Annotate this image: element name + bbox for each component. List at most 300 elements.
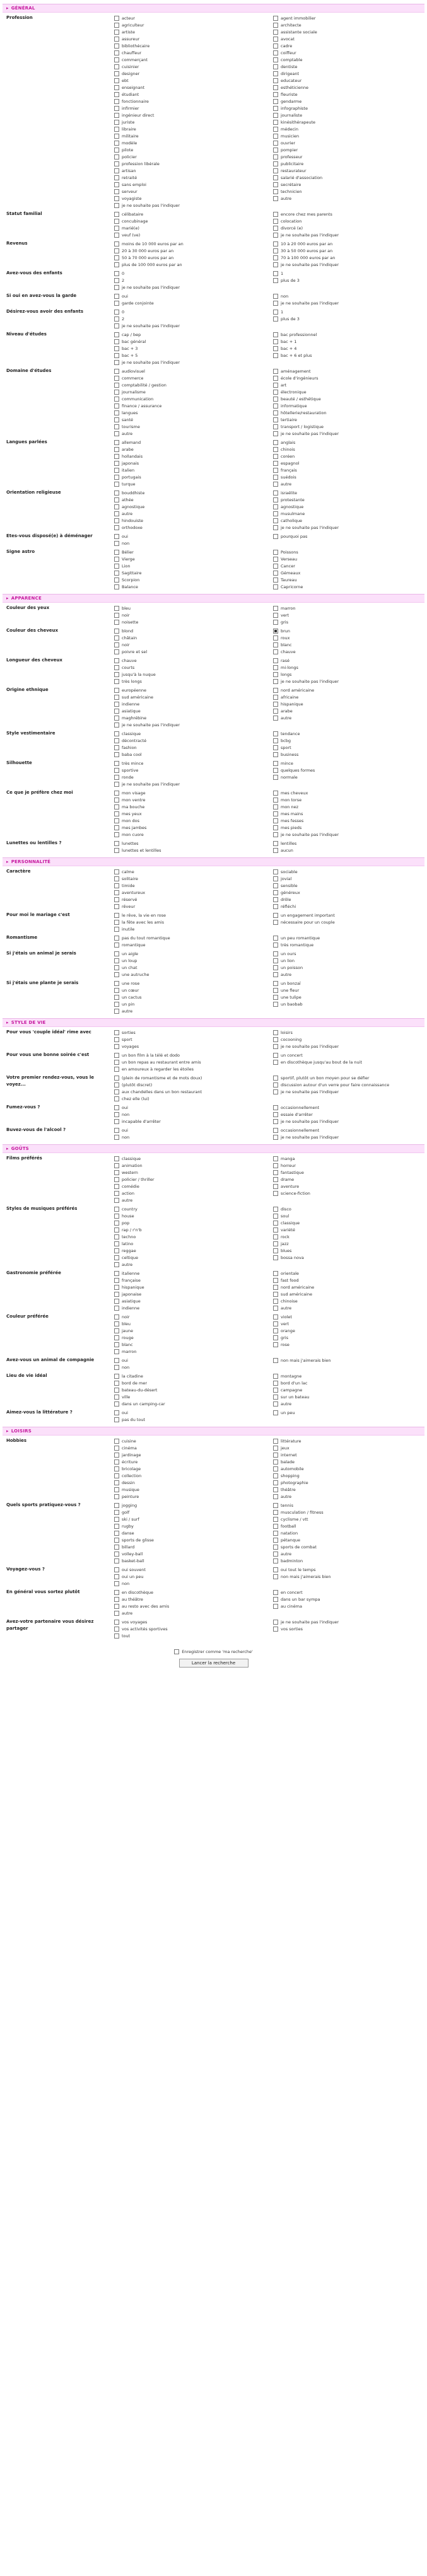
option-checkbox[interactable] [273, 1466, 278, 1471]
option-checkbox[interactable] [114, 658, 119, 663]
option-checkbox[interactable] [114, 936, 119, 941]
option-checkbox[interactable] [114, 1082, 119, 1088]
option-checkbox[interactable] [114, 1453, 119, 1458]
option-checkbox[interactable] [273, 1473, 278, 1478]
option-checkbox[interactable] [273, 1135, 278, 1140]
option-item[interactable] [114, 146, 266, 153]
option-item[interactable] [114, 875, 266, 882]
option-checkbox[interactable] [273, 702, 278, 707]
option-item[interactable] [114, 446, 266, 453]
option-checkbox[interactable] [114, 904, 119, 909]
option-checkbox[interactable] [273, 811, 278, 816]
option-item[interactable] [114, 1437, 266, 1444]
option-item[interactable] [273, 1573, 424, 1580]
option-item[interactable] [114, 1327, 266, 1334]
option-checkbox[interactable] [114, 1262, 119, 1267]
option-item[interactable] [273, 473, 424, 480]
option-item[interactable] [273, 331, 424, 338]
option-checkbox[interactable] [273, 1381, 278, 1386]
option-item[interactable] [273, 1472, 424, 1479]
option-checkbox[interactable] [273, 920, 278, 925]
option-item[interactable] [114, 181, 266, 188]
option-item[interactable] [273, 1493, 424, 1500]
option-item[interactable] [114, 112, 266, 119]
option-item[interactable] [273, 1625, 424, 1632]
option-item[interactable] [273, 299, 424, 306]
option-item[interactable] [114, 388, 266, 395]
option-checkbox[interactable] [273, 390, 278, 395]
option-item[interactable] [114, 125, 266, 132]
option-checkbox[interactable] [114, 1558, 119, 1564]
option-checkbox[interactable] [273, 1082, 278, 1088]
option-checkbox[interactable] [273, 310, 278, 315]
option-item[interactable] [114, 56, 266, 63]
option-checkbox[interactable] [273, 417, 278, 422]
option-checkbox[interactable] [114, 832, 119, 837]
option-item[interactable] [114, 605, 266, 612]
option-item[interactable] [273, 496, 424, 503]
option-item[interactable] [273, 810, 424, 817]
option-item[interactable] [273, 1523, 424, 1529]
option-item[interactable] [273, 1104, 424, 1111]
option-item[interactable] [114, 1226, 266, 1233]
option-item[interactable] [114, 1409, 266, 1416]
option-checkbox[interactable] [273, 665, 278, 670]
option-checkbox[interactable] [273, 1328, 278, 1333]
option-checkbox[interactable] [273, 1552, 278, 1557]
option-checkbox[interactable] [114, 752, 119, 757]
option-item[interactable] [114, 1134, 266, 1140]
option-item[interactable] [114, 1444, 266, 1451]
option-item[interactable] [114, 1104, 266, 1111]
option-item[interactable] [273, 153, 424, 160]
option-checkbox[interactable] [273, 1053, 278, 1058]
option-checkbox[interactable] [273, 557, 278, 562]
option-item[interactable] [273, 352, 424, 359]
option-checkbox[interactable] [114, 78, 119, 83]
option-checkbox[interactable] [114, 848, 119, 853]
option-item[interactable] [273, 1603, 424, 1610]
option-item[interactable] [114, 957, 266, 964]
option-checkbox[interactable] [114, 791, 119, 796]
option-checkbox[interactable] [273, 709, 278, 714]
option-checkbox[interactable] [114, 1487, 119, 1492]
option-item[interactable] [273, 1043, 424, 1050]
option-item[interactable] [114, 648, 266, 655]
option-checkbox[interactable] [273, 716, 278, 721]
option-item[interactable] [114, 524, 266, 531]
option-checkbox[interactable] [114, 1234, 119, 1239]
option-item[interactable] [114, 1162, 266, 1169]
option-checkbox[interactable] [273, 798, 278, 803]
option-item[interactable] [273, 1169, 424, 1176]
option-checkbox[interactable] [273, 1574, 278, 1579]
option-checkbox[interactable] [114, 196, 119, 201]
option-item[interactable] [273, 1118, 424, 1125]
option-item[interactable] [114, 1043, 266, 1050]
option-item[interactable] [273, 1240, 424, 1247]
option-item[interactable] [273, 1502, 424, 1509]
option-item[interactable] [273, 730, 424, 737]
option-checkbox[interactable] [273, 571, 278, 576]
option-item[interactable] [273, 840, 424, 847]
option-checkbox[interactable] [114, 1009, 119, 1014]
option-checkbox[interactable] [114, 504, 119, 509]
option-item[interactable] [273, 1313, 424, 1320]
option-checkbox[interactable] [114, 376, 119, 381]
option-checkbox[interactable] [273, 1590, 278, 1595]
option-checkbox[interactable] [114, 665, 119, 670]
option-checkbox[interactable] [114, 1076, 119, 1081]
option-checkbox[interactable] [273, 154, 278, 160]
option-checkbox[interactable] [273, 1060, 278, 1065]
option-item[interactable] [114, 423, 266, 430]
option-checkbox[interactable] [114, 424, 119, 429]
option-item[interactable] [114, 950, 266, 957]
option-item[interactable] [114, 1493, 266, 1500]
option-checkbox[interactable] [114, 943, 119, 948]
option-item[interactable] [114, 1081, 266, 1088]
option-checkbox[interactable] [273, 424, 278, 429]
option-item[interactable] [273, 112, 424, 119]
option-checkbox[interactable] [273, 913, 278, 918]
option-item[interactable] [114, 254, 266, 261]
option-checkbox[interactable] [273, 1177, 278, 1182]
option-checkbox[interactable] [114, 262, 119, 267]
option-item[interactable] [114, 1372, 266, 1379]
option-checkbox[interactable] [273, 577, 278, 583]
option-checkbox[interactable] [273, 848, 278, 853]
option-checkbox[interactable] [273, 182, 278, 187]
option-checkbox[interactable] [114, 577, 119, 583]
option-item[interactable] [273, 211, 424, 218]
option-item[interactable] [114, 1254, 266, 1261]
option-checkbox[interactable] [114, 1119, 119, 1124]
option-item[interactable] [273, 555, 424, 562]
option-checkbox[interactable] [273, 141, 278, 146]
option-item[interactable] [114, 381, 266, 388]
option-checkbox[interactable] [114, 417, 119, 422]
option-checkbox[interactable] [273, 1299, 278, 1304]
option-item[interactable] [114, 1479, 266, 1486]
option-checkbox[interactable] [114, 1037, 119, 1042]
option-item[interactable] [273, 882, 424, 889]
option-checkbox[interactable] [273, 972, 278, 977]
option-item[interactable] [114, 671, 266, 678]
option-checkbox[interactable] [273, 1335, 278, 1340]
option-item[interactable] [114, 240, 266, 247]
option-checkbox[interactable] [273, 951, 278, 956]
option-item[interactable] [114, 693, 266, 700]
option-checkbox[interactable] [114, 613, 119, 618]
option-item[interactable] [114, 352, 266, 359]
option-item[interactable] [273, 510, 424, 517]
option-item[interactable] [114, 1313, 266, 1320]
option-checkbox[interactable] [114, 1620, 119, 1625]
option-item[interactable] [273, 1458, 424, 1465]
option-item[interactable] [114, 224, 266, 231]
option-item[interactable] [273, 583, 424, 590]
option-item[interactable] [114, 583, 266, 590]
option-item[interactable] [273, 1297, 424, 1304]
option-checkbox[interactable] [273, 768, 278, 773]
option-item[interactable] [273, 270, 424, 277]
option-item[interactable] [114, 1197, 266, 1204]
option-item[interactable] [273, 416, 424, 423]
option-checkbox[interactable] [114, 1480, 119, 1485]
option-checkbox[interactable] [114, 981, 119, 986]
option-item[interactable] [273, 1183, 424, 1190]
option-checkbox[interactable] [273, 1374, 278, 1379]
option-checkbox[interactable] [114, 1227, 119, 1233]
option-checkbox[interactable] [114, 1030, 119, 1035]
option-checkbox[interactable] [273, 1214, 278, 1219]
option-checkbox[interactable] [273, 635, 278, 641]
option-item[interactable] [273, 569, 424, 576]
option-item[interactable] [114, 308, 266, 315]
option-checkbox[interactable] [273, 825, 278, 830]
option-checkbox[interactable] [114, 825, 119, 830]
option-checkbox[interactable] [273, 226, 278, 231]
option-item[interactable] [273, 1509, 424, 1516]
option-checkbox[interactable] [273, 410, 278, 415]
option-checkbox[interactable] [114, 447, 119, 452]
option-checkbox[interactable] [273, 613, 278, 618]
option-item[interactable] [273, 950, 424, 957]
option-item[interactable] [273, 1543, 424, 1550]
option-checkbox[interactable] [114, 92, 119, 97]
option-item[interactable] [114, 1393, 266, 1400]
option-checkbox[interactable] [114, 369, 119, 374]
option-item[interactable] [114, 730, 266, 737]
option-item[interactable] [273, 641, 424, 648]
option-item[interactable] [114, 810, 266, 817]
option-item[interactable] [114, 98, 266, 105]
option-checkbox[interactable] [114, 1342, 119, 1347]
option-item[interactable] [114, 1364, 266, 1371]
option-checkbox[interactable] [114, 1170, 119, 1175]
option-item[interactable] [114, 780, 266, 787]
option-checkbox[interactable] [114, 1060, 119, 1065]
option-item[interactable] [273, 957, 424, 964]
option-item[interactable] [273, 105, 424, 112]
option-item[interactable] [114, 1095, 266, 1102]
option-checkbox[interactable] [114, 702, 119, 707]
option-item[interactable] [114, 1509, 266, 1516]
option-checkbox[interactable] [114, 323, 119, 328]
option-checkbox[interactable] [114, 1381, 119, 1386]
option-item[interactable] [273, 524, 424, 531]
option-checkbox[interactable] [114, 688, 119, 693]
option-item[interactable] [114, 657, 266, 664]
option-checkbox[interactable] [114, 294, 119, 299]
option-checkbox[interactable] [273, 804, 278, 809]
option-item[interactable] [114, 132, 266, 139]
option-checkbox[interactable] [273, 1191, 278, 1196]
option-checkbox[interactable] [114, 241, 119, 247]
option-checkbox[interactable] [114, 1002, 119, 1007]
option-item[interactable] [273, 1566, 424, 1573]
option-item[interactable] [114, 1291, 266, 1297]
option-checkbox[interactable] [114, 1335, 119, 1340]
option-item[interactable] [273, 889, 424, 896]
option-item[interactable] [114, 409, 266, 416]
option-item[interactable] [114, 49, 266, 56]
option-checkbox[interactable] [273, 316, 278, 322]
option-checkbox[interactable] [114, 127, 119, 132]
option-checkbox[interactable] [273, 440, 278, 445]
option-checkbox[interactable] [273, 981, 278, 986]
option-item[interactable] [273, 446, 424, 453]
option-item[interactable] [114, 1458, 266, 1465]
option-item[interactable] [114, 503, 266, 510]
option-checkbox[interactable] [114, 550, 119, 555]
option-checkbox[interactable] [273, 1410, 278, 1415]
option-checkbox[interactable] [273, 1459, 278, 1465]
option-item[interactable] [114, 345, 266, 352]
option-checkbox[interactable] [114, 1314, 119, 1320]
option-item[interactable] [273, 63, 424, 70]
option-item[interactable] [273, 1409, 424, 1416]
option-item[interactable] [114, 1632, 266, 1639]
option-item[interactable] [114, 1183, 266, 1190]
option-checkbox[interactable] [273, 629, 278, 634]
option-checkbox[interactable] [114, 1552, 119, 1557]
option-checkbox[interactable] [114, 995, 119, 1000]
option-checkbox[interactable] [114, 1581, 119, 1586]
option-item[interactable] [114, 1451, 266, 1458]
option-item[interactable] [273, 374, 424, 381]
option-checkbox[interactable] [114, 497, 119, 502]
option-item[interactable] [114, 1386, 266, 1393]
option-checkbox[interactable] [273, 1480, 278, 1485]
option-item[interactable] [273, 941, 424, 948]
option-item[interactable] [114, 167, 266, 174]
option-item[interactable] [273, 987, 424, 994]
option-item[interactable] [273, 1516, 424, 1523]
option-checkbox[interactable] [114, 113, 119, 118]
option-item[interactable] [114, 467, 266, 473]
option-checkbox[interactable] [114, 511, 119, 516]
option-checkbox[interactable] [114, 482, 119, 487]
option-checkbox[interactable] [273, 71, 278, 76]
option-item[interactable] [114, 105, 266, 112]
option-checkbox[interactable] [114, 154, 119, 160]
option-item[interactable] [114, 1176, 266, 1183]
option-checkbox[interactable] [114, 1128, 119, 1133]
option-item[interactable] [114, 374, 266, 381]
option-item[interactable] [273, 737, 424, 744]
option-checkbox[interactable] [273, 1271, 278, 1276]
option-item[interactable] [114, 489, 266, 496]
option-checkbox[interactable] [273, 958, 278, 963]
option-checkbox[interactable] [114, 1410, 119, 1415]
option-item[interactable] [273, 605, 424, 612]
option-item[interactable] [273, 167, 424, 174]
option-checkbox[interactable] [273, 271, 278, 276]
option-item[interactable] [114, 21, 266, 28]
option-item[interactable] [114, 1502, 266, 1509]
option-item[interactable] [114, 612, 266, 618]
option-checkbox[interactable] [114, 811, 119, 816]
option-checkbox[interactable] [114, 1306, 119, 1311]
option-checkbox[interactable] [114, 1053, 119, 1058]
option-checkbox[interactable] [273, 431, 278, 436]
option-item[interactable] [114, 562, 266, 569]
option-item[interactable] [114, 847, 266, 854]
option-item[interactable] [114, 1348, 266, 1355]
option-item[interactable] [114, 368, 266, 374]
option-item[interactable] [273, 42, 424, 49]
option-item[interactable] [273, 1081, 424, 1088]
option-item[interactable] [273, 1155, 424, 1162]
option-checkbox[interactable] [273, 883, 278, 888]
option-item[interactable] [114, 1277, 266, 1284]
option-item[interactable] [273, 1036, 424, 1043]
option-checkbox[interactable] [273, 64, 278, 69]
option-checkbox[interactable] [114, 1633, 119, 1639]
option-item[interactable] [114, 395, 266, 402]
option-item[interactable] [114, 1190, 266, 1197]
option-item[interactable] [273, 533, 424, 540]
option-checkbox[interactable] [273, 461, 278, 466]
option-item[interactable] [114, 774, 266, 780]
option-checkbox[interactable] [114, 869, 119, 874]
option-item[interactable] [273, 503, 424, 510]
option-item[interactable] [273, 160, 424, 167]
option-item[interactable] [273, 1254, 424, 1261]
option-checkbox[interactable] [273, 1255, 278, 1260]
option-item[interactable] [114, 664, 266, 671]
option-item[interactable] [273, 125, 424, 132]
option-checkbox[interactable] [273, 1170, 278, 1175]
option-checkbox[interactable] [114, 1214, 119, 1219]
option-checkbox[interactable] [114, 1328, 119, 1333]
option-checkbox[interactable] [114, 642, 119, 647]
option-item[interactable] [114, 160, 266, 167]
option-item[interactable] [273, 1304, 424, 1311]
option-checkbox[interactable] [114, 148, 119, 153]
option-checkbox[interactable] [114, 890, 119, 895]
option-item[interactable] [273, 1111, 424, 1118]
option-item[interactable] [114, 359, 266, 366]
option-item[interactable] [273, 1400, 424, 1407]
option-checkbox[interactable] [273, 1248, 278, 1253]
option-item[interactable] [273, 277, 424, 284]
option-item[interactable] [273, 576, 424, 583]
option-checkbox[interactable] [273, 148, 278, 153]
option-item[interactable] [273, 1393, 424, 1400]
option-checkbox[interactable] [273, 584, 278, 589]
option-checkbox[interactable] [273, 791, 278, 796]
option-item[interactable] [273, 1277, 424, 1284]
option-checkbox[interactable] [114, 951, 119, 956]
option-item[interactable] [273, 875, 424, 882]
option-checkbox[interactable] [273, 120, 278, 125]
option-checkbox[interactable] [273, 752, 278, 757]
option-checkbox[interactable] [273, 658, 278, 663]
option-item[interactable] [114, 270, 266, 277]
option-checkbox[interactable] [273, 1538, 278, 1543]
option-item[interactable] [114, 1341, 266, 1348]
option-item[interactable] [114, 1557, 266, 1564]
option-item[interactable] [114, 1516, 266, 1523]
option-item[interactable] [114, 941, 266, 948]
option-checkbox[interactable] [114, 1531, 119, 1536]
option-item[interactable] [273, 98, 424, 105]
option-checkbox[interactable] [273, 761, 278, 766]
option-item[interactable] [273, 1596, 424, 1603]
